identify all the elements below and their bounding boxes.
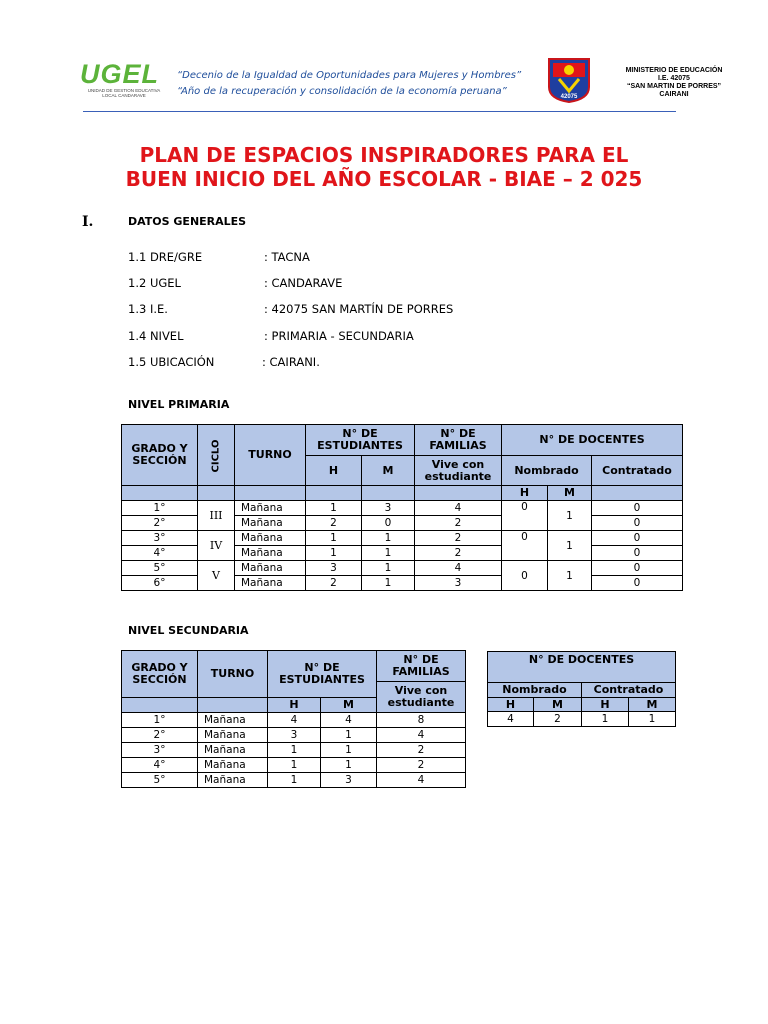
- grado-cell: 6°: [122, 576, 198, 591]
- m-cell: 1: [321, 758, 377, 773]
- header-estudiantes: N° DE ESTUDIANTES: [268, 651, 377, 698]
- m-cell: 1: [362, 546, 415, 561]
- h-cell: 2: [306, 516, 362, 531]
- blank-cell: [306, 486, 362, 501]
- header-docentes: N° DE DOCENTES: [488, 652, 676, 683]
- header-ciclo-label: CICLO: [209, 439, 221, 472]
- blank-cell: [198, 486, 235, 501]
- document-title-line-1: PLAN DE ESPACIOS INSPIRADORES PARA EL: [139, 143, 629, 167]
- table-row: [488, 712, 676, 727]
- m-cell: 3: [321, 773, 377, 788]
- general-value: : CAIRANI.: [262, 355, 320, 369]
- header-m: M: [321, 698, 377, 713]
- header-contratado: Contratado: [582, 683, 676, 698]
- header-h: H: [268, 698, 321, 713]
- familias-cell: 4: [415, 561, 502, 576]
- blank-cell: [198, 698, 268, 713]
- ministry-line-1: MINISTERIO DE EDUCACIÓN: [625, 67, 723, 74]
- turno-cell: Mañana: [198, 743, 268, 758]
- general-row-dre: [128, 250, 310, 264]
- m-cell: 1: [362, 576, 415, 591]
- nombrado-h-cell: 0: [502, 561, 548, 591]
- header-nombrado-m: M: [548, 486, 592, 501]
- grado-cell: 1°: [122, 501, 198, 516]
- m-cell: 0: [362, 516, 415, 531]
- secundaria-heading: NIVEL SECUNDARIA: [128, 624, 249, 637]
- contratado-m-cell: 1: [629, 712, 676, 727]
- grado-cell: 3°: [122, 531, 198, 546]
- familias-cell: 4: [415, 501, 502, 516]
- familias-cell: 4: [377, 773, 466, 788]
- general-label: 1.2 UGEL: [128, 276, 181, 290]
- grado-cell: 4°: [122, 758, 198, 773]
- header-contratado-h: H: [582, 698, 629, 712]
- table-row: [122, 713, 466, 728]
- blank-cell: [415, 486, 502, 501]
- ministry-line-3: “SAN MARTIN DE PORRES”: [626, 83, 722, 90]
- contratado-cell: 0: [592, 501, 683, 516]
- grado-cell: 5°: [122, 773, 198, 788]
- header-familias: N° DE FAMILIAS: [377, 651, 466, 682]
- familias-cell: 2: [377, 758, 466, 773]
- general-row-nivel: [128, 329, 414, 343]
- familias-cell: 2: [415, 546, 502, 561]
- header-grado: GRADO Y SECCIÓN: [122, 651, 198, 698]
- ciclo-cell: IV: [198, 531, 235, 561]
- header-nombrado-h: H: [488, 698, 534, 712]
- h-cell: 1: [306, 531, 362, 546]
- blank-cell: [362, 486, 415, 501]
- secundaria-docentes-table: [487, 651, 676, 727]
- header-docentes: N° DE DOCENTES: [502, 425, 683, 456]
- turno-cell: Mañana: [235, 501, 306, 516]
- grado-cell: 1°: [122, 713, 198, 728]
- grado-cell: 5°: [122, 561, 198, 576]
- crest-number: 42075: [560, 94, 578, 100]
- m-cell: 1: [362, 561, 415, 576]
- decree-line-2: “Año de la recuperación y consolidación de la economía peruana”: [177, 86, 507, 97]
- general-value: : CANDARAVE: [264, 276, 343, 290]
- familias-cell: 8: [377, 713, 466, 728]
- ciclo-cell: V: [198, 561, 235, 591]
- blank-cell: [235, 486, 306, 501]
- ciclo-cell: III: [198, 501, 235, 531]
- familias-cell: 4: [377, 728, 466, 743]
- header-nombrado-m: M: [534, 698, 582, 712]
- contratado-cell: 0: [592, 531, 683, 546]
- turno-cell: Mañana: [198, 758, 268, 773]
- familias-cell: 3: [415, 576, 502, 591]
- header-vive: Vive con estudiante: [415, 456, 502, 486]
- section-title: DATOS GENERALES: [128, 215, 247, 228]
- turno-cell: Mañana: [198, 728, 268, 743]
- familias-cell: 2: [415, 531, 502, 546]
- table-row: [122, 561, 683, 576]
- header-familias: N° DE FAMILIAS: [415, 425, 502, 456]
- blank-cell: [122, 486, 198, 501]
- m-cell: 1: [321, 743, 377, 758]
- h-cell: 1: [306, 501, 362, 516]
- m-cell: 4: [321, 713, 377, 728]
- header-turno: TURNO: [235, 425, 306, 486]
- school-crest-icon: [547, 57, 591, 103]
- header-vive: Vive con estudiante: [377, 682, 466, 713]
- header-contratado-m: M: [629, 698, 676, 712]
- ministry-block: [612, 67, 736, 99]
- primaria-heading: NIVEL PRIMARIA: [128, 398, 230, 411]
- turno-cell: Mañana: [235, 516, 306, 531]
- table-row: [122, 758, 466, 773]
- contratado-h-cell: 1: [582, 712, 629, 727]
- general-value: : 42075 SAN MARTÍN DE PORRES: [264, 302, 454, 316]
- turno-cell: Mañana: [198, 773, 268, 788]
- table-row: [122, 773, 466, 788]
- general-row-ubicacion: [128, 355, 320, 369]
- general-row-ugel: [128, 276, 343, 290]
- turno-cell: Mañana: [235, 546, 306, 561]
- document-title-line-2: BUEN INICIO DEL AÑO ESCOLAR - BIAE – 2 025: [125, 167, 643, 191]
- nombrado-h-cell: 0: [502, 501, 548, 531]
- secundaria-table: [121, 650, 466, 788]
- contratado-cell: 0: [592, 516, 683, 531]
- decree-line-1: “Decenio de la Igualdad de Oportunidades para Mujeres y Hombres”: [177, 70, 522, 81]
- grado-cell: 2°: [122, 516, 198, 531]
- nombrado-m-cell: 1: [548, 531, 592, 561]
- h-cell: 2: [306, 576, 362, 591]
- general-value: : PRIMARIA - SECUNDARIA: [264, 329, 414, 343]
- turno-cell: Mañana: [235, 531, 306, 546]
- contratado-cell: 0: [592, 546, 683, 561]
- general-label: 1.1 DRE/GRE: [128, 250, 203, 264]
- h-cell: 1: [268, 758, 321, 773]
- turno-cell: Mañana: [235, 561, 306, 576]
- header-nombrado-h: H: [502, 486, 548, 501]
- h-cell: 1: [268, 773, 321, 788]
- m-cell: 3: [362, 501, 415, 516]
- general-label: 1.5 UBICACIÓN: [128, 355, 215, 369]
- m-cell: 1: [321, 728, 377, 743]
- ministry-line-4: CAIRANI: [659, 91, 689, 98]
- blank-cell: [122, 698, 198, 713]
- header-nombrado: Nombrado: [502, 456, 592, 486]
- familias-cell: 2: [377, 743, 466, 758]
- header-estudiantes: N° DE ESTUDIANTES: [306, 425, 415, 456]
- ugel-logo: [80, 59, 168, 98]
- ugel-logo-subtext: UNIDAD DE GESTION EDUCATIVA LOCAL CANDARAVE: [87, 88, 161, 98]
- section-number: I.: [82, 214, 94, 230]
- blank-cell: [592, 486, 683, 501]
- header-divider: [83, 111, 676, 112]
- header-contratado: Contratado: [592, 456, 683, 486]
- general-label: 1.4 NIVEL: [128, 329, 184, 343]
- general-value: : TACNA: [264, 250, 310, 264]
- familias-cell: 2: [415, 516, 502, 531]
- contratado-cell: 0: [592, 576, 683, 591]
- nombrado-m-cell: 2: [534, 712, 582, 727]
- h-cell: 1: [268, 743, 321, 758]
- contratado-cell: 0: [592, 561, 683, 576]
- ministry-line-2: I.E. 42075: [658, 75, 690, 82]
- general-row-ie: [128, 302, 454, 316]
- header-ciclo: [198, 425, 235, 486]
- h-cell: 3: [306, 561, 362, 576]
- nombrado-h-cell: 4: [488, 712, 534, 727]
- ugel-logo-text: UGEL: [80, 59, 160, 89]
- primaria-table: [121, 424, 683, 591]
- h-cell: 4: [268, 713, 321, 728]
- grado-cell: 3°: [122, 743, 198, 758]
- table-row: [122, 501, 683, 516]
- header-m: M: [362, 456, 415, 486]
- nombrado-m-cell: 1: [548, 561, 592, 591]
- nombrado-m-cell: 1: [548, 501, 592, 531]
- m-cell: 1: [362, 531, 415, 546]
- h-cell: 1: [306, 546, 362, 561]
- grado-cell: 2°: [122, 728, 198, 743]
- grado-cell: 4°: [122, 546, 198, 561]
- turno-cell: Mañana: [235, 576, 306, 591]
- turno-cell: Mañana: [198, 713, 268, 728]
- header-turno: TURNO: [198, 651, 268, 698]
- header-nombrado: Nombrado: [488, 683, 582, 698]
- header-h: H: [306, 456, 362, 486]
- h-cell: 3: [268, 728, 321, 743]
- table-row: [122, 728, 466, 743]
- general-label: 1.3 I.E.: [128, 302, 168, 316]
- table-row: [122, 743, 466, 758]
- nombrado-h-cell: 0: [502, 531, 548, 561]
- table-row: [122, 531, 683, 546]
- header-grado: GRADO Y SECCIÓN: [122, 425, 198, 486]
